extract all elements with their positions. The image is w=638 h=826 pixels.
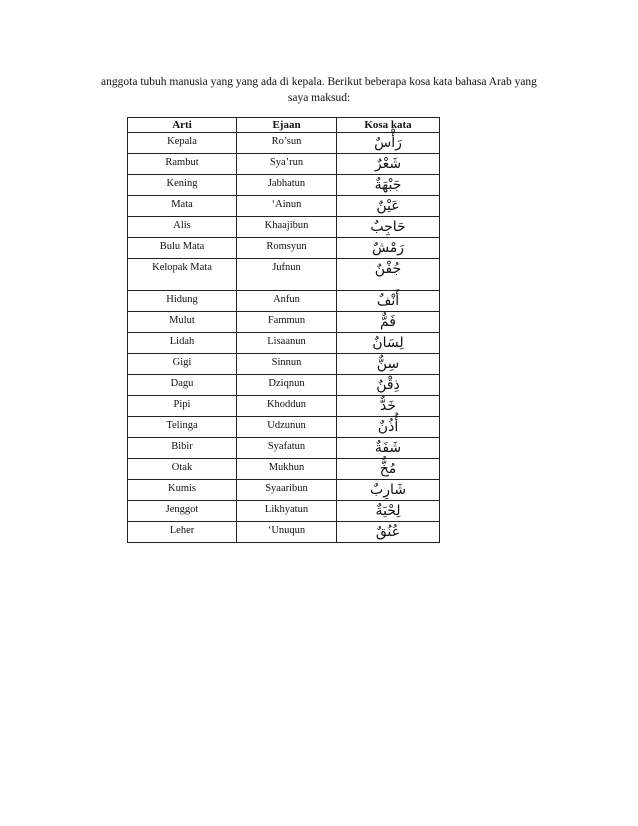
cell-ejaan: Jufnun <box>237 259 337 291</box>
table-row <box>128 375 440 396</box>
cell-arabic: فَمٌّ <box>337 312 440 333</box>
cell-arti: Lidah <box>128 333 237 354</box>
cell-arabic: شَفَةٌ <box>337 438 440 459</box>
cell-arabic: ذِقْنٌ <box>337 375 440 396</box>
table-row <box>128 333 440 354</box>
column-header-ejaan: Ejaan <box>237 118 337 133</box>
cell-arabic: عُنُقٌ <box>337 522 440 543</box>
cell-arabic: جَبْهَةٌ <box>337 175 440 196</box>
cell-arti: Kumis <box>128 480 237 501</box>
cell-ejaan: Mukhun <box>237 459 337 480</box>
cell-ejaan: Lisaanun <box>237 333 337 354</box>
table-row <box>128 522 440 543</box>
cell-arti: Otak <box>128 459 237 480</box>
table-row <box>128 417 440 438</box>
table-row <box>128 238 440 259</box>
cell-arabic: حَاجِبٌ <box>337 217 440 238</box>
cell-arabic: عَيْنٌ <box>337 196 440 217</box>
cell-ejaan: Khaajibun <box>237 217 337 238</box>
column-header-kosa-kata: Kosa kata <box>337 118 440 133</box>
table-row <box>128 354 440 375</box>
cell-arti: Dagu <box>128 375 237 396</box>
cell-arabic: رَمْشٌ <box>337 238 440 259</box>
cell-arti: Kelopak Mata <box>128 259 237 291</box>
cell-arabic: مُخٌّ <box>337 459 440 480</box>
cell-ejaan: Khoddun <box>237 396 337 417</box>
cell-arabic: جُفْنٌ <box>337 259 440 291</box>
cell-arabic: أُذُنٌ <box>337 417 440 438</box>
cell-ejaan: Syaaribun <box>237 480 337 501</box>
cell-ejaan: Dziqnun <box>237 375 337 396</box>
cell-arabic: شَعْرٌ <box>337 154 440 175</box>
table-row <box>128 154 440 175</box>
cell-ejaan: Sinnun <box>237 354 337 375</box>
cell-arabic: سِنٌّ <box>337 354 440 375</box>
table-row <box>128 291 440 312</box>
table-header-row <box>128 118 440 133</box>
cell-arti: Mulut <box>128 312 237 333</box>
cell-ejaan: Syafatun <box>237 438 337 459</box>
cell-arti: Telinga <box>128 417 237 438</box>
cell-arabic: لِسَانٌ <box>337 333 440 354</box>
vocabulary-table <box>127 117 440 543</box>
cell-arabic: لِحْيَةٌ <box>337 501 440 522</box>
cell-arabic: شَارِبٌ <box>337 480 440 501</box>
cell-arti: Hidung <box>128 291 237 312</box>
table-row <box>128 480 440 501</box>
cell-ejaan: Fammun <box>237 312 337 333</box>
cell-ejaan: ‘Ainun <box>237 196 337 217</box>
cell-arti: Bibir <box>128 438 237 459</box>
cell-ejaan: Romsyun <box>237 238 337 259</box>
cell-arabic: رَأْسٌ <box>337 133 440 154</box>
cell-ejaan: Anfun <box>237 291 337 312</box>
table-row <box>128 396 440 417</box>
table-row <box>128 259 440 291</box>
table-row <box>128 459 440 480</box>
cell-arti: Gigi <box>128 354 237 375</box>
intro-paragraph <box>0 74 638 106</box>
column-header-arti: Arti <box>128 118 237 133</box>
cell-arti: Rambut <box>128 154 237 175</box>
cell-arti: Kening <box>128 175 237 196</box>
cell-ejaan: Ro’sun <box>237 133 337 154</box>
cell-arti: Jenggot <box>128 501 237 522</box>
cell-arti: Pipi <box>128 396 237 417</box>
cell-arabic: أَنْفٌ <box>337 291 440 312</box>
cell-arti: Alis <box>128 217 237 238</box>
table-row <box>128 217 440 238</box>
cell-ejaan: Udzunun <box>237 417 337 438</box>
table-row <box>128 175 440 196</box>
cell-ejaan: Jabhatun <box>237 175 337 196</box>
table-row <box>128 196 440 217</box>
cell-arabic: خَدٌّ <box>337 396 440 417</box>
cell-ejaan: Likhyatun <box>237 501 337 522</box>
cell-arti: Leher <box>128 522 237 543</box>
table-row <box>128 438 440 459</box>
table-row <box>128 133 440 154</box>
table-row <box>128 312 440 333</box>
intro-line-1: anggota tubuh manusia yang yang ada di kepala. Berikut beberapa kosa kata bahasa Arab yang <box>101 76 537 88</box>
cell-arti: Bulu Mata <box>128 238 237 259</box>
intro-line-2: saya maksud: <box>287 92 351 104</box>
table-row <box>128 501 440 522</box>
cell-ejaan: ‘Unuqun <box>237 522 337 543</box>
cell-arti: Mata <box>128 196 237 217</box>
cell-arti: Kepala <box>128 133 237 154</box>
cell-ejaan: Sya’run <box>237 154 337 175</box>
